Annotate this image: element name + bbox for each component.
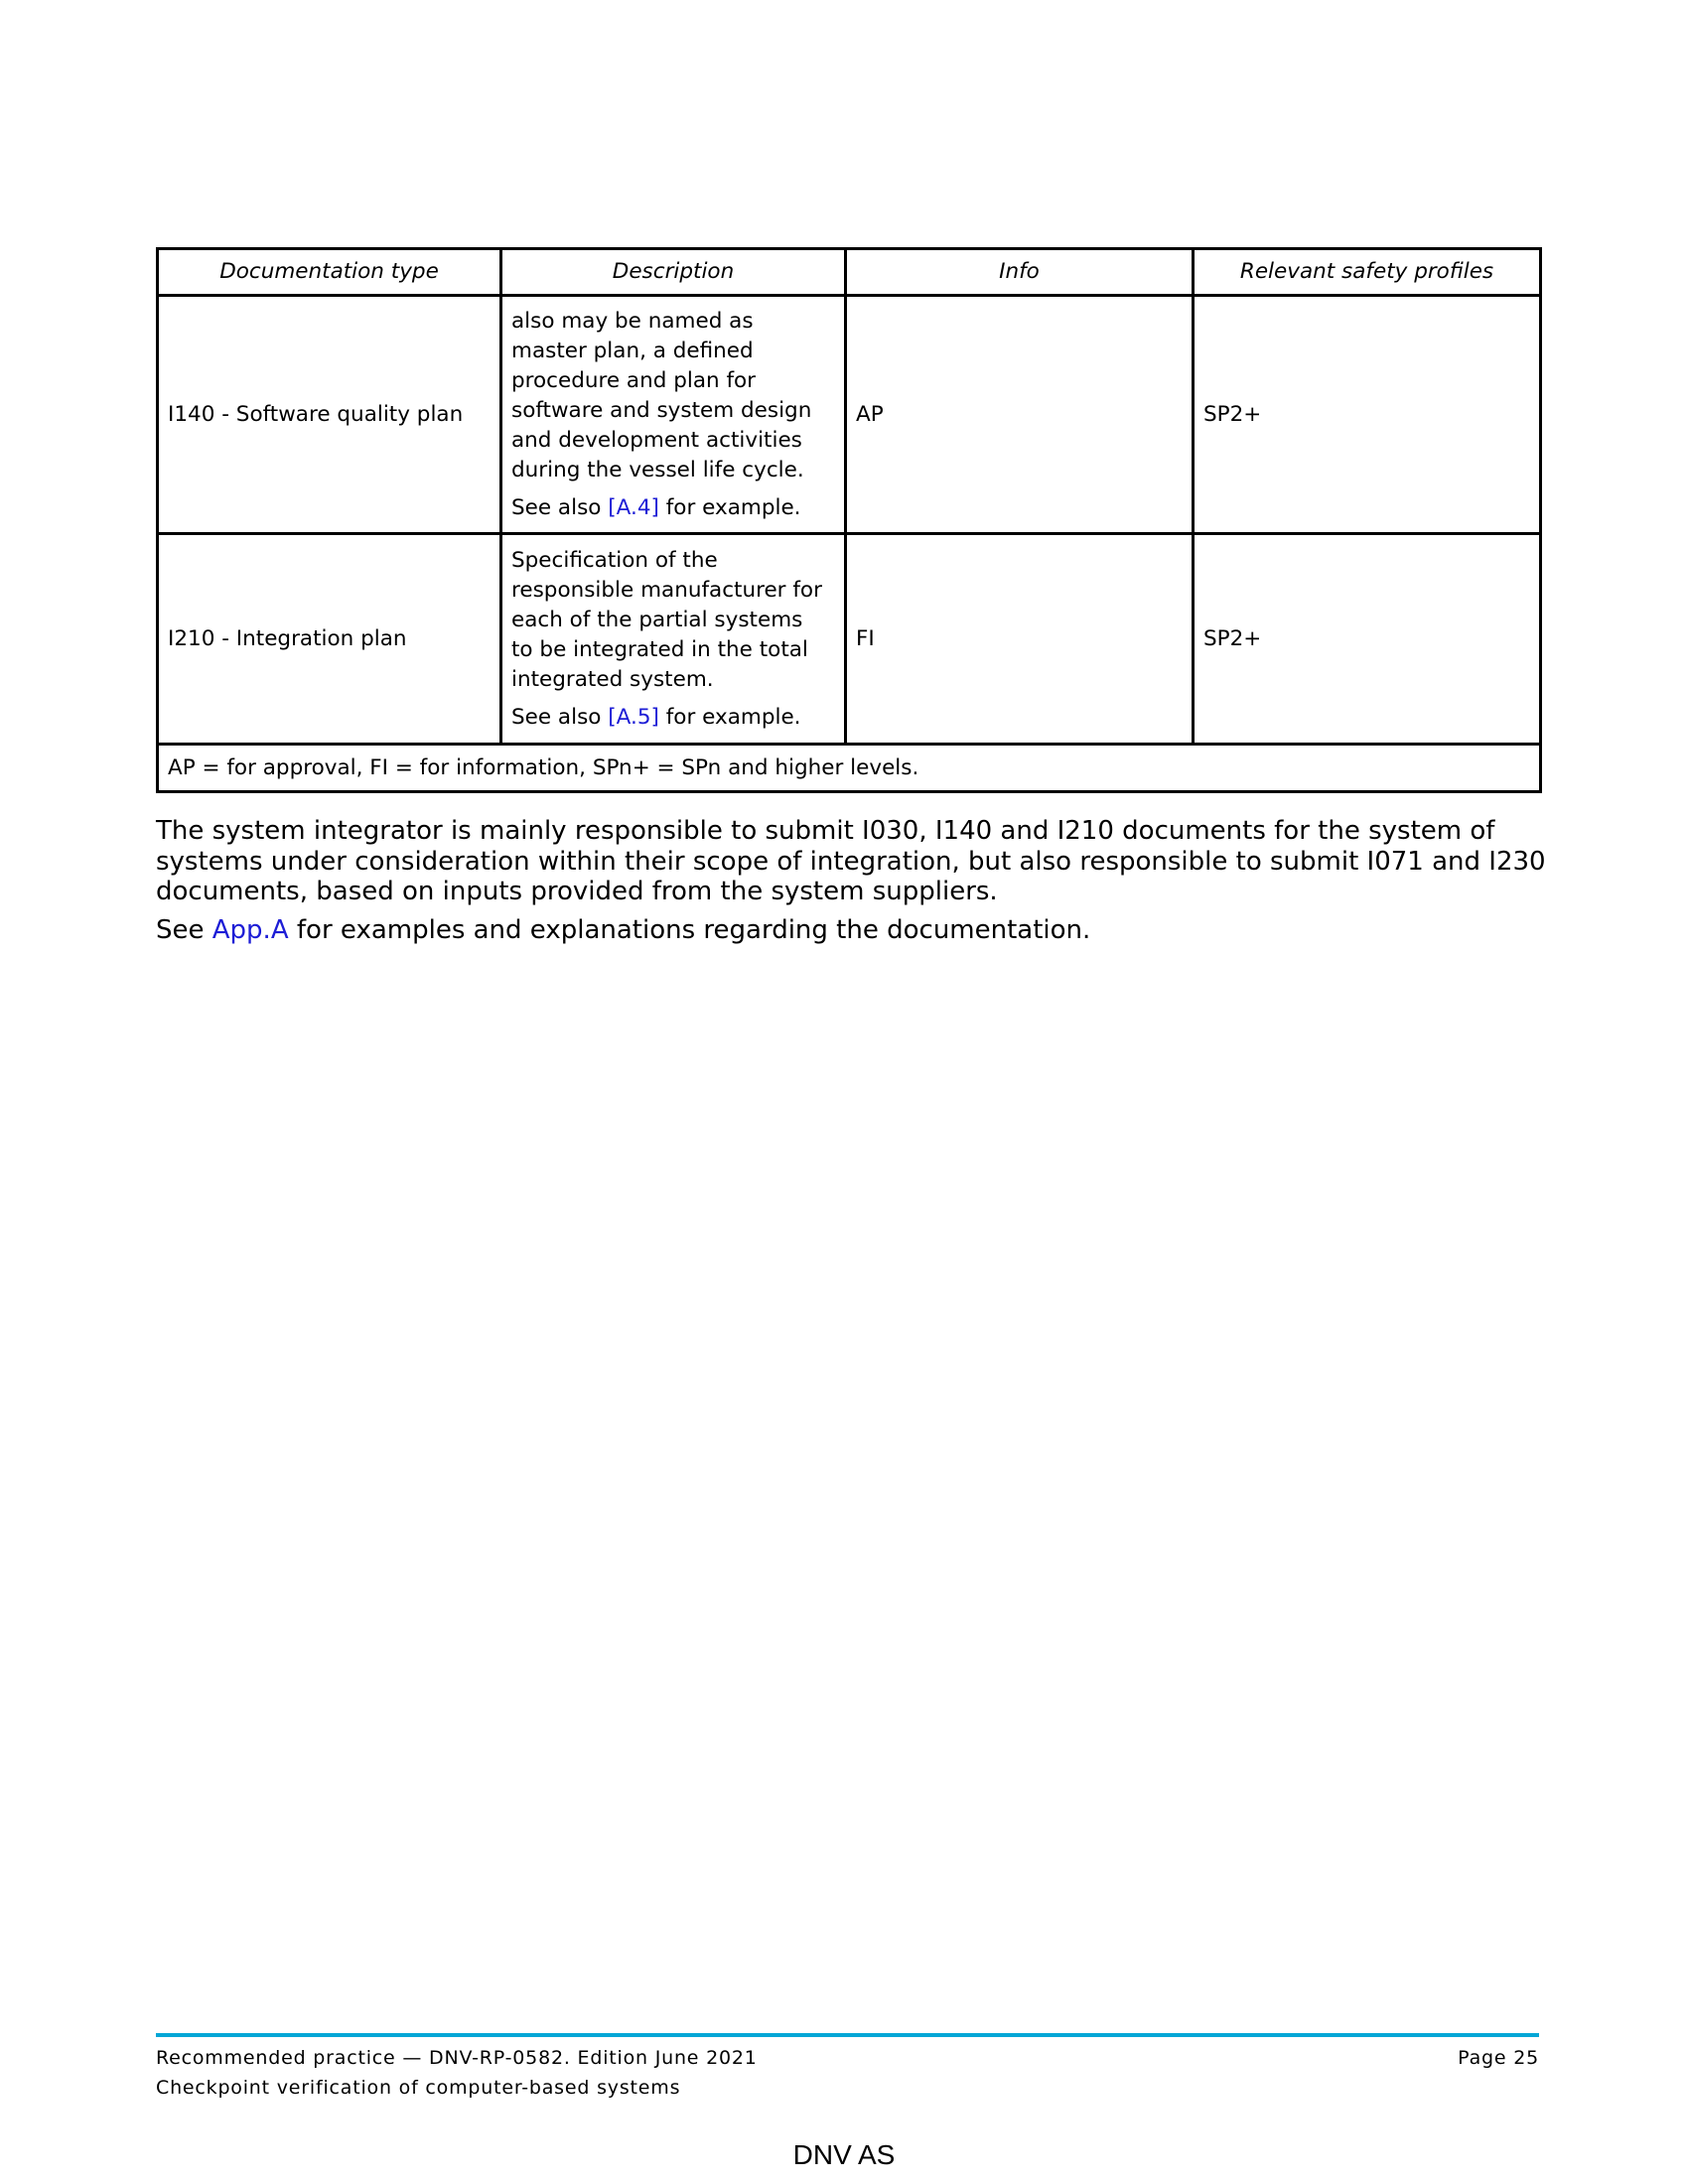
table-footnote: AP = for approval, FI = for information, SPn+ = SPn and higher levels. <box>158 745 1541 792</box>
header-documentation-type: Documentation type <box>158 249 501 296</box>
table-row <box>158 296 1541 534</box>
description-line: to be integrated in the total <box>511 637 808 662</box>
description-line: also may be named as <box>511 309 754 334</box>
see-suffix: for examples and explanations regarding the documentation. <box>288 914 1091 945</box>
see-also-text <box>511 493 835 523</box>
see-also-suffix: for example. <box>658 495 801 520</box>
table-row <box>158 534 1541 745</box>
paragraph-line: documents, based on inputs provided from the system suppliers. <box>156 877 998 906</box>
footer-subtitle: Checkpoint verification of computer-based systems <box>156 2077 681 2099</box>
profiles-cell: SP2+ <box>1194 534 1541 745</box>
footer-divider <box>156 2033 1539 2037</box>
description-line: responsible manufacturer for <box>511 578 822 603</box>
table-footnote-row <box>158 745 1541 792</box>
ref-link-a4[interactable]: [A.4] <box>608 495 659 520</box>
description-cell <box>501 296 846 534</box>
description-line: master plan, a defined <box>511 339 754 363</box>
appendix-a-link[interactable]: App.A <box>211 914 289 945</box>
paragraph-line: The system integrator is mainly responsible to submit I030, I140 and I210 documents for the system of <box>156 816 1495 846</box>
description-line: each of the partial systems <box>511 608 803 632</box>
ref-link-a5[interactable]: [A.5] <box>608 705 659 730</box>
profiles-cell: SP2+ <box>1194 296 1541 534</box>
paragraph-line: systems under consideration within their scope of integration, but also responsible to submit I071 and I230 <box>156 846 1546 877</box>
description-line: procedure and plan for <box>511 368 757 393</box>
see-appendix-paragraph <box>156 915 1546 946</box>
footer-document-title: Recommended practice — DNV-RP-0582. Edition June 2021 <box>156 2047 758 2069</box>
publisher-name: DNV AS <box>792 2139 896 2170</box>
doc-type-cell: I210 - Integration plan <box>158 534 501 745</box>
see-also-prefix: See also <box>511 495 609 520</box>
doc-type-cell: I140 - Software quality plan <box>158 296 501 534</box>
header-info: Info <box>846 249 1194 296</box>
table-header-row <box>158 249 1541 296</box>
info-cell: FI <box>846 534 1194 745</box>
description-line: software and system design <box>511 398 812 423</box>
description-line: integrated system. <box>511 667 714 692</box>
see-also-prefix: See also <box>511 705 609 730</box>
see-also-text <box>511 703 835 733</box>
info-cell: AP <box>846 296 1194 534</box>
see-prefix: See <box>156 914 212 945</box>
page-footer <box>156 2043 1539 2103</box>
header-description: Description <box>501 249 846 296</box>
description-cell <box>501 534 846 745</box>
description-text <box>511 307 835 485</box>
description-line: and development activities <box>511 428 802 453</box>
see-also-suffix: for example. <box>658 705 801 730</box>
description-text <box>511 546 835 695</box>
body-text <box>156 816 1546 953</box>
description-line: Specification of the <box>511 548 718 573</box>
documentation-table <box>156 247 1542 793</box>
page-number: Page 25 <box>1458 2047 1539 2069</box>
header-safety-profiles: Relevant safety profiles <box>1194 249 1541 296</box>
description-line: during the vessel life cycle. <box>511 458 804 482</box>
body-paragraph <box>156 816 1546 907</box>
